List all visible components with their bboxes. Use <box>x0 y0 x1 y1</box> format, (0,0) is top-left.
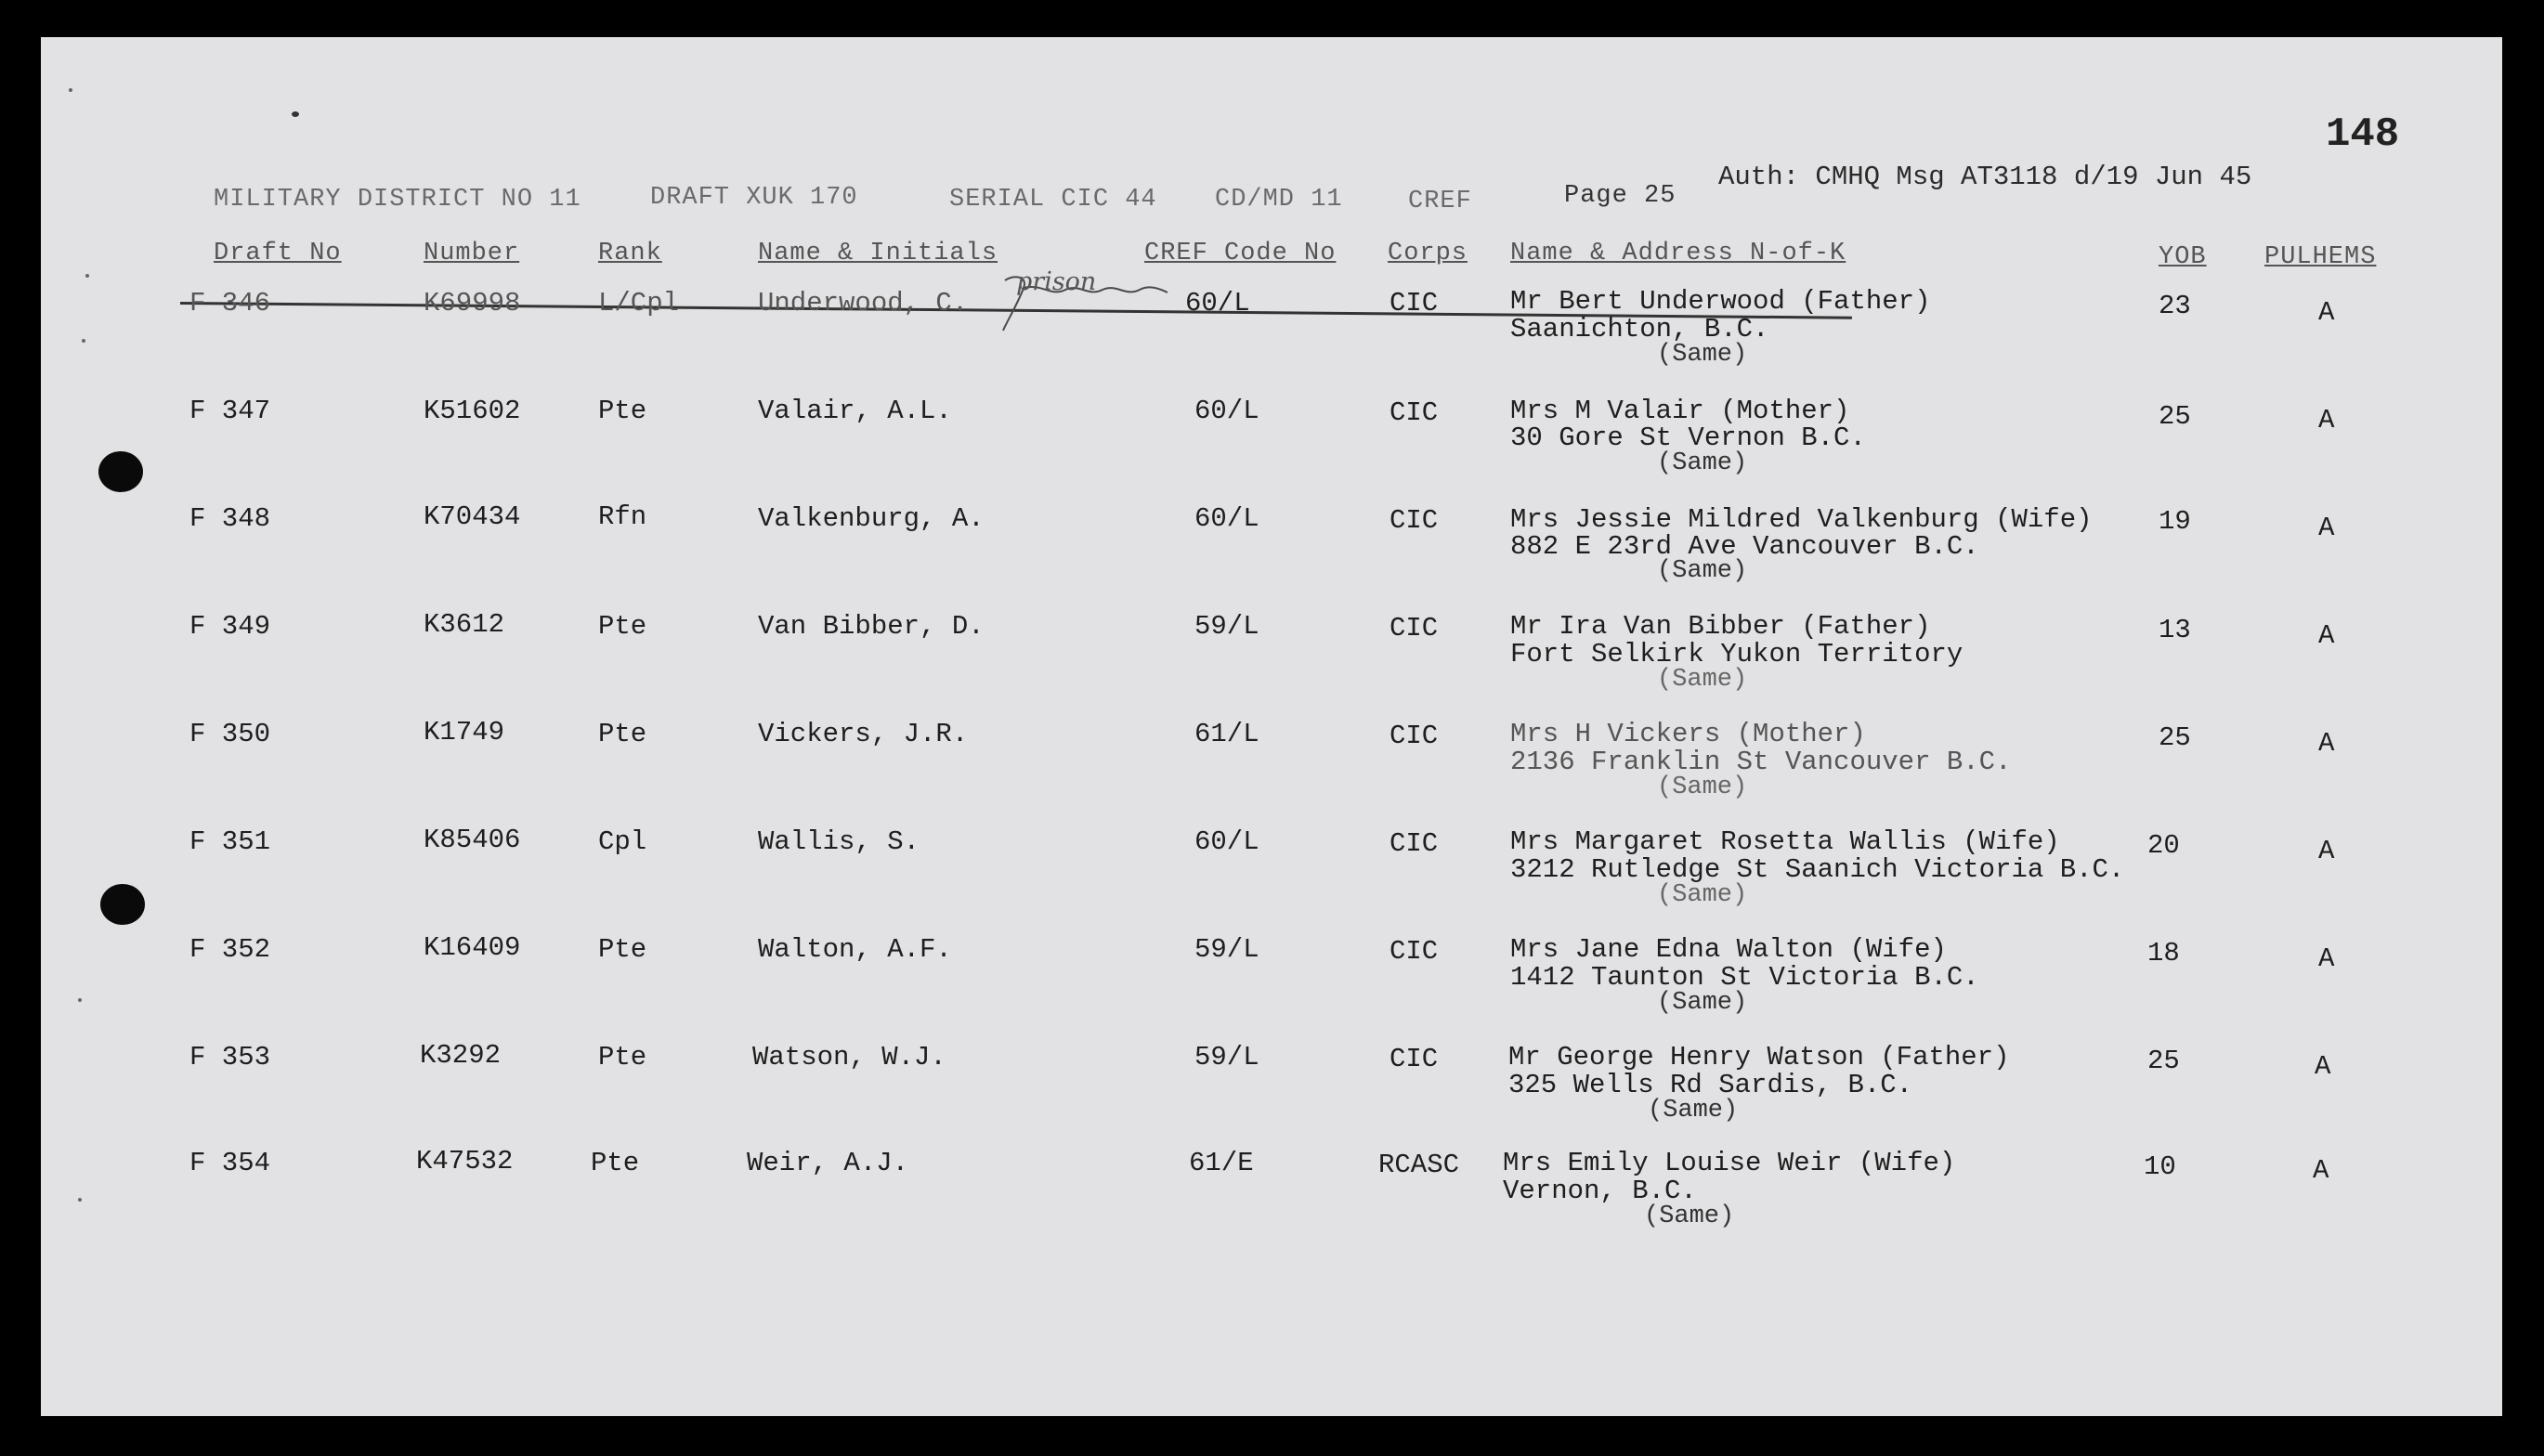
row-8-corps: CIC <box>1389 1044 1439 1074</box>
row-8-code: 59/L <box>1194 1042 1259 1072</box>
row-9-pulhems: A <box>2313 1155 2329 1186</box>
row-7-nok-address: 1412 Taunton St Victoria B.C. <box>1510 962 1979 993</box>
row-9-rank: Pte <box>591 1148 640 1178</box>
header-draft: DRAFT XUK 170 <box>650 184 858 212</box>
punch-hole-bottom <box>100 884 145 925</box>
row-3-corps: CIC <box>1389 505 1439 536</box>
row-7-nok-same: (Same) <box>1657 989 1748 1017</box>
row-9-nok-same: (Same) <box>1644 1202 1735 1230</box>
row-9-draft: F 354 <box>189 1148 271 1178</box>
row-2-nok-same: (Same) <box>1657 449 1748 477</box>
document-sheet <box>41 37 2502 1416</box>
row-2-rank: Pte <box>598 396 647 426</box>
row-9-code: 61/E <box>1189 1148 1254 1178</box>
row-7-yob: 18 <box>2147 938 2180 968</box>
row-4-name: Van Bibber, D. <box>758 611 985 642</box>
row-4-yob: 13 <box>2159 615 2191 645</box>
row-1-rank: L/Cpl <box>598 288 680 318</box>
row-6-number: K85406 <box>424 825 521 855</box>
row-6-code: 60/L <box>1194 826 1259 857</box>
row-6-pulhems: A <box>2318 836 2335 866</box>
row-4-draft: F 349 <box>189 611 271 642</box>
col-rank: Rank <box>598 240 662 267</box>
row-5-corps: CIC <box>1389 721 1439 751</box>
row-8-pulhems: A <box>2315 1051 2331 1082</box>
col-next-of-kin: Name & Address N-of-K <box>1510 240 1846 267</box>
row-7-draft: F 352 <box>189 934 271 965</box>
row-2-nok-address: 30 Gore St Vernon B.C. <box>1510 422 1866 453</box>
row-3-code: 60/L <box>1194 503 1259 534</box>
row-4-rank: Pte <box>598 611 647 642</box>
row-2-number: K51602 <box>424 396 521 426</box>
row-9-nok-address: Vernon, B.C. <box>1503 1176 1697 1206</box>
row-9-yob: 10 <box>2144 1151 2176 1182</box>
row-2-pulhems: A <box>2318 405 2335 436</box>
row-2-yob: 25 <box>2159 401 2191 432</box>
row-4-nok-address: Fort Selkirk Yukon Territory <box>1510 639 1963 670</box>
col-corps: Corps <box>1388 240 1468 267</box>
row-8-yob: 25 <box>2147 1046 2180 1076</box>
header-district: MILITARY DISTRICT NO 11 <box>214 186 581 214</box>
header-cref: CREF <box>1408 188 1472 215</box>
speck <box>78 1198 82 1202</box>
row-3-draft: F 348 <box>189 503 271 534</box>
row-5-code: 61/L <box>1194 719 1259 749</box>
row-8-nok-same: (Same) <box>1648 1097 1739 1124</box>
row-5-pulhems: A <box>2318 728 2335 759</box>
col-cref-code: CREF Code No <box>1144 240 1337 267</box>
row-9-nok-name: Mrs Emily Louise Weir (Wife) <box>1503 1148 1956 1178</box>
punch-hole-top <box>98 451 143 492</box>
row-3-name: Valkenburg, A. <box>758 503 985 534</box>
row-7-corps: CIC <box>1389 936 1439 967</box>
row-1-draft: F 346 <box>189 288 271 318</box>
row-9-name: Weir, A.J. <box>747 1148 909 1178</box>
row-3-nok-same: (Same) <box>1657 557 1748 585</box>
row-6-corps: CIC <box>1389 828 1439 859</box>
row-1-name: Underwood, C. <box>758 288 969 318</box>
page-number: 148 <box>2326 111 2400 158</box>
row-5-draft: F 350 <box>189 719 271 749</box>
row-1-pulhems: A <box>2318 297 2335 328</box>
speck <box>85 274 89 278</box>
col-draft-no: Draft No <box>214 240 342 267</box>
row-4-nok-same: (Same) <box>1657 666 1748 694</box>
row-5-yob: 25 <box>2159 722 2191 753</box>
row-6-nok-address: 3212 Rutledge St Saanich Victoria B.C. <box>1510 854 2125 885</box>
row-3-rank: Rfn <box>598 501 647 532</box>
col-name-initials: Name & Initials <box>758 240 998 267</box>
header-serial: SERIAL CIC 44 <box>949 186 1157 214</box>
row-8-rank: Pte <box>598 1042 647 1072</box>
header-authority: Auth: CMHQ Msg AT3118 d/19 Jun 45 <box>1718 162 2252 192</box>
row-6-nok-same: (Same) <box>1657 881 1748 909</box>
row-3-number: K70434 <box>424 501 521 532</box>
row-5-name: Vickers, J.R. <box>758 719 969 749</box>
row-1-annotation: prison <box>1016 267 1097 296</box>
row-8-number: K3292 <box>420 1040 502 1071</box>
row-7-rank: Pte <box>598 934 647 965</box>
row-1-nok-address: Saanichton, B.C. <box>1510 314 1769 344</box>
row-4-corps: CIC <box>1389 613 1439 644</box>
col-number: Number <box>424 240 520 267</box>
row-8-draft: F 353 <box>189 1042 271 1072</box>
row-3-yob: 19 <box>2159 506 2191 537</box>
col-pulhems: PULHEMS <box>2264 243 2377 271</box>
row-7-pulhems: A <box>2318 943 2335 974</box>
row-1-yob: 23 <box>2159 291 2191 321</box>
row-2-draft: F 347 <box>189 396 271 426</box>
row-4-pulhems: A <box>2318 620 2335 651</box>
row-6-yob: 20 <box>2147 830 2180 861</box>
row-7-nok-name: Mrs Jane Edna Walton (Wife) <box>1510 934 1947 965</box>
row-6-name: Wallis, S. <box>758 826 920 857</box>
row-8-nok-address: 325 Wells Rd Sardis, B.C. <box>1508 1070 1913 1100</box>
row-5-nok-address: 2136 Franklin St Vancouver B.C. <box>1510 747 2012 777</box>
row-7-name: Walton, A.F. <box>758 934 952 965</box>
row-3-pulhems: A <box>2318 513 2335 543</box>
row-6-nok-name: Mrs Margaret Rosetta Wallis (Wife) <box>1510 826 2060 857</box>
row-5-rank: Pte <box>598 719 647 749</box>
row-2-code: 60/L <box>1194 396 1259 426</box>
header-page: Page 25 <box>1564 182 1676 210</box>
row-1-corps: CIC <box>1389 288 1439 318</box>
row-4-code: 59/L <box>1194 611 1259 642</box>
row-1-code: 60/L <box>1185 288 1250 318</box>
speck <box>69 88 72 92</box>
speck <box>78 998 82 1002</box>
row-8-nok-name: Mr George Henry Watson (Father) <box>1508 1042 2010 1072</box>
row-3-nok-address: 882 E 23rd Ave Vancouver B.C. <box>1510 531 1979 562</box>
col-yob: YOB <box>2159 243 2207 271</box>
row-7-number: K16409 <box>424 932 521 963</box>
row-5-nok-name: Mrs H Vickers (Mother) <box>1510 719 1866 749</box>
row-7-code: 59/L <box>1194 934 1259 965</box>
row-3-nok-name: Mrs Jessie Mildred Valkenburg (Wife) <box>1510 504 2093 535</box>
row-6-draft: F 351 <box>189 826 271 857</box>
row-1-nok-same: (Same) <box>1657 341 1748 369</box>
row-2-nok-name: Mrs M Valair (Mother) <box>1510 396 1850 426</box>
row-4-number: K3612 <box>424 609 505 640</box>
row-5-nok-same: (Same) <box>1657 774 1748 801</box>
row-1-number: K69998 <box>424 288 521 318</box>
speck <box>292 111 299 117</box>
row-4-nok-name: Mr Ira Van Bibber (Father) <box>1510 611 1931 642</box>
row-6-rank: Cpl <box>598 826 647 857</box>
row-5-number: K1749 <box>424 717 505 748</box>
header-cd: CD/MD 11 <box>1215 186 1343 214</box>
row-2-corps: CIC <box>1389 397 1439 428</box>
row-8-name: Watson, W.J. <box>752 1042 946 1072</box>
row-1-nok-name: Mr Bert Underwood (Father) <box>1510 286 1931 317</box>
speck <box>82 339 85 343</box>
row-9-corps: RCASC <box>1378 1150 1460 1180</box>
row-9-number: K47532 <box>416 1146 514 1176</box>
row-2-name: Valair, A.L. <box>758 396 952 426</box>
